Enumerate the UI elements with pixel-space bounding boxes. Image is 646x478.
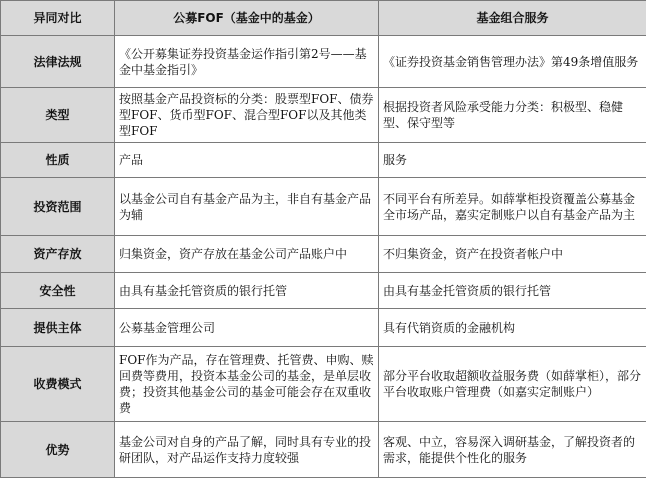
row-label: 安全性 bbox=[1, 273, 115, 309]
row-label: 类型 bbox=[1, 88, 115, 143]
row-label: 性质 bbox=[1, 143, 115, 178]
fof-cell: 基金公司对自身的产品了解，同时具有专业的投研团队，对产品运作支持力度较强 bbox=[115, 422, 379, 478]
table-row bbox=[1, 143, 646, 178]
service-cell: 《证券投资基金销售管理办法》第49条增值服务 bbox=[379, 36, 646, 88]
table-row bbox=[1, 273, 646, 309]
service-cell: 服务 bbox=[379, 143, 646, 178]
header-portfolio-service: 基金组合服务 bbox=[379, 1, 646, 36]
fof-cell: 归集资金，资产存放在基金公司产品账户中 bbox=[115, 236, 379, 273]
fof-cell: 由具有基金托管资质的银行托管 bbox=[115, 273, 379, 309]
row-label: 法律法规 bbox=[1, 36, 115, 88]
fof-cell: 以基金公司自有基金产品为主，非自有基金产品为辅 bbox=[115, 178, 379, 236]
fof-cell: 产品 bbox=[115, 143, 379, 178]
service-cell: 具有代销资质的金融机构 bbox=[379, 309, 646, 347]
table-header-row bbox=[1, 1, 646, 36]
row-label: 收费模式 bbox=[1, 347, 115, 422]
table-row bbox=[1, 309, 646, 347]
row-label: 优势 bbox=[1, 422, 115, 478]
row-label: 资产存放 bbox=[1, 236, 115, 273]
table-row bbox=[1, 178, 646, 236]
service-cell: 由具有基金托管资质的银行托管 bbox=[379, 273, 646, 309]
header-public-fof: 公募FOF（基金中的基金） bbox=[115, 1, 379, 36]
table-row bbox=[1, 236, 646, 273]
row-label: 提供主体 bbox=[1, 309, 115, 347]
fof-cell: 按照基金产品投资标的分类：股票型FOF、债券型FOF、货币型FOF、混合型FOF以及其他类型FOF bbox=[115, 88, 379, 143]
fof-cell: FOF作为产品，存在管理费、托管费、申购、赎回费等费用，投资本基金公司的基金，是单层收费；投资其他基金公司的基金可能会存在双重收费 bbox=[115, 347, 379, 422]
service-cell: 不同平台有所差异。如薛掌柜投资覆盖公募基金全市场产品，嘉实定制账户以自有基金产品为主 bbox=[379, 178, 646, 236]
table-row bbox=[1, 347, 646, 422]
table-row bbox=[1, 88, 646, 143]
table-row bbox=[1, 36, 646, 88]
service-cell: 部分平台收取超额收益服务费（如薛掌柜），部分平台收取账户管理费（如嘉实定制账户） bbox=[379, 347, 646, 422]
service-cell: 客观、中立，容易深入调研基金，了解投资者的需求，能提供个性化的服务 bbox=[379, 422, 646, 478]
row-label: 投资范围 bbox=[1, 178, 115, 236]
service-cell: 不归集资金，资产在投资者帐户中 bbox=[379, 236, 646, 273]
fof-cell: 公募基金管理公司 bbox=[115, 309, 379, 347]
fof-cell: 《公开募集证券投资基金运作指引第2号——基金中基金指引》 bbox=[115, 36, 379, 88]
table-row bbox=[1, 422, 646, 478]
service-cell: 根据投资者风险承受能力分类：积极型、稳健型、保守型等 bbox=[379, 88, 646, 143]
header-comparison: 异同对比 bbox=[1, 1, 115, 36]
